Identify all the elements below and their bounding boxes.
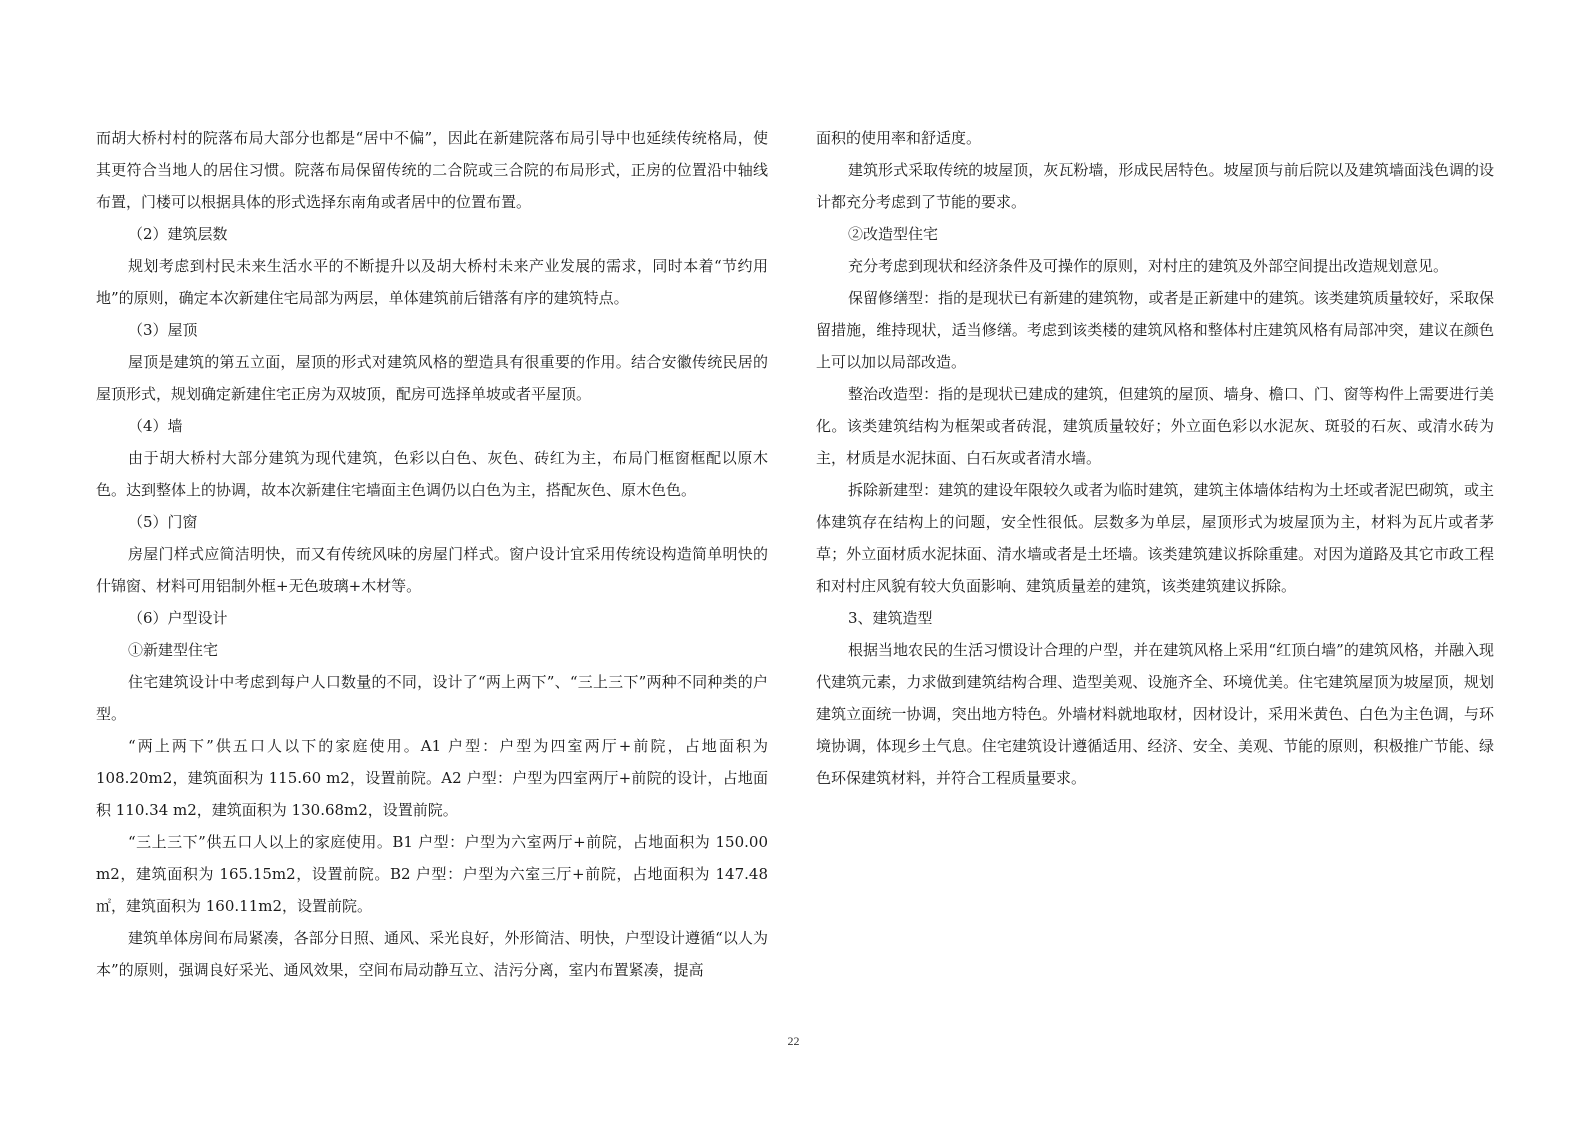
heading-renovated-housing: ②改造型住宅 — [848, 225, 939, 243]
heading-unit-design: （6）户型设计 — [128, 609, 228, 627]
paragraph-unit-types: 住宅建筑设计中考虑到每户人口数量的不同，设计了“两上两下”、“三上三下”两种不同种类的户型。 — [96, 673, 768, 723]
heading-architectural-form: 3、建筑造型 — [848, 609, 933, 627]
paragraph-courtyard-layout: 而胡大桥村村的院落布局大部分也都是“居中不偏”，因此在新建院落布局引导中也延续传统格局，使其更符合当地人的居住习惯。院落布局保留传统的二合院或三合院的布局形式，正房的位置沿中轴线布置，门楼可以根据具体的形式选择东南角或者居中的位置布置。 — [96, 129, 768, 211]
page-number: 22 — [787, 1034, 800, 1048]
heading-roof: （3）屋顶 — [128, 321, 198, 339]
paragraph-renovation-principle: 充分考虑到现状和经济条件及可操作的原则，对村庄的建筑及外部空间提出改造规划意见。 — [848, 257, 1449, 275]
paragraph-roof: 屋顶是建筑的第五立面，屋顶的形式对建筑风格的塑造具有很重要的作用。结合安徽传统民居的屋顶形式，规划确定新建住宅正房为双坡顶，配房可选择单坡或者平屋顶。 — [96, 353, 768, 403]
paragraph-type-a: “两上两下”供五口人以下的家庭使用。A1 户型：户型为四室两厅+前院，占地面积为108.20m2，建筑面积为 115.60 m2，设置前院。A2 户型：户型为四室两厅+前院的设计，占地面积 110.34 m2，建筑面积为 130.68m2，设置前院。 — [96, 737, 768, 819]
paragraph-continuation: 面积的使用率和舒适度。 — [816, 129, 982, 147]
heading-wall: （4）墙 — [128, 417, 183, 435]
paragraph-architectural-form: 根据当地农民的生活习惯设计合理的户型，并在建筑风格上采用“红顶白墙”的建筑风格，并融入现代建筑元素，力求做到建筑结构合理、造型美观、设施齐全、环境优美。住宅建筑屋顶为坡屋顶，规划建筑立面统一协调，突出地方特色。外墙材料就地取材，因材设计，采用米黄色、白色为主色调，与环境协调，体现乡土气息。住宅建筑设计遵循适用、经济、安全、美观、节能的原则，积极推广节能、绿色环保建筑材料，并符合工程质量要求。 — [816, 641, 1494, 787]
heading-building-floors: （2）建筑层数 — [128, 225, 228, 243]
paragraph-doors-windows: 房屋门样式应简洁明快，而又有传统风味的房屋门样式。窗户设计宜采用传统设构造简单明快的什锦窗、材料可用铝制外框+无色玻璃+木材等。 — [96, 545, 768, 595]
paragraph-preserve-type: 保留修缮型：指的是现状已有新建的建筑物，或者是正新建中的建筑。该类建筑质量较好，采取保留措施，维持现状，适当修缮。考虑到该类楼的建筑风格和整体村庄建筑风格有局部冲突，建议在颜色上可以加以局部改造。 — [816, 289, 1494, 371]
paragraph-wall: 由于胡大桥村大部分建筑为现代建筑，色彩以白色、灰色、砖红为主，布局门框窗框配以原木色。达到整体上的协调，故本次新建住宅墙面主色调仍以白色为主，搭配灰色、原木色色。 — [96, 449, 768, 499]
heading-doors-windows: （5）门窗 — [128, 513, 198, 531]
right-column — [816, 122, 1494, 794]
paragraph-type-b: “三上三下”供五口人以上的家庭使用。B1 户型：户型为六室两厅+前院，占地面积为 150.00 m2，建筑面积为 165.15m2，设置前院。B2 户型：户型为六室三厅+前院，占地面积为 147.48 ㎡，建筑面积为 160.11m2，设置前院。 — [96, 833, 768, 915]
paragraph-room-layout: 建筑单体房间布局紧凑，各部分日照、通风、采光良好，外形简洁、明快，户型设计遵循“以人为本”的原则，强调良好采光、通风效果，空间布局动静互立、洁污分离，室内布置紧凑，提高 — [96, 929, 768, 979]
left-column — [96, 122, 768, 986]
paragraph-building-floors: 规划考虑到村民未来生活水平的不断提升以及胡大桥村未来产业发展的需求，同时本着“节约用地”的原则，确定本次新建住宅局部为两层，单体建筑前后错落有序的建筑特点。 — [96, 257, 768, 307]
paragraph-renovate-type: 整治改造型：指的是现状已建成的建筑，但建筑的屋顶、墙身、檐口、门、窗等构件上需要进行美化。该类建筑结构为框架或者砖混，建筑质量较好；外立面色彩以水泥灰、斑驳的石灰、或清水砖为主，材质是水泥抹面、白石灰或者清水墙。 — [816, 385, 1494, 467]
paragraph-building-form: 建筑形式采取传统的坡屋顶，灰瓦粉墙，形成民居特色。坡屋顶与前后院以及建筑墙面浅色调的设计都充分考虑到了节能的要求。 — [816, 161, 1494, 211]
paragraph-demolish-type: 拆除新建型：建筑的建设年限较久或者为临时建筑，建筑主体墙体结构为土坯或者泥巴砌筑，或主体建筑存在结构上的问题，安全性很低。层数多为单层，屋顶形式为坡屋顶为主，材料为瓦片或者茅草；外立面材质水泥抹面、清水墙或者是土坯墙。该类建筑建议拆除重建。对因为道路及其它市政工程和对村庄风貌有较大负面影响、建筑质量差的建筑，该类建筑建议拆除。 — [816, 481, 1494, 595]
heading-new-housing: ①新建型住宅 — [128, 641, 219, 659]
